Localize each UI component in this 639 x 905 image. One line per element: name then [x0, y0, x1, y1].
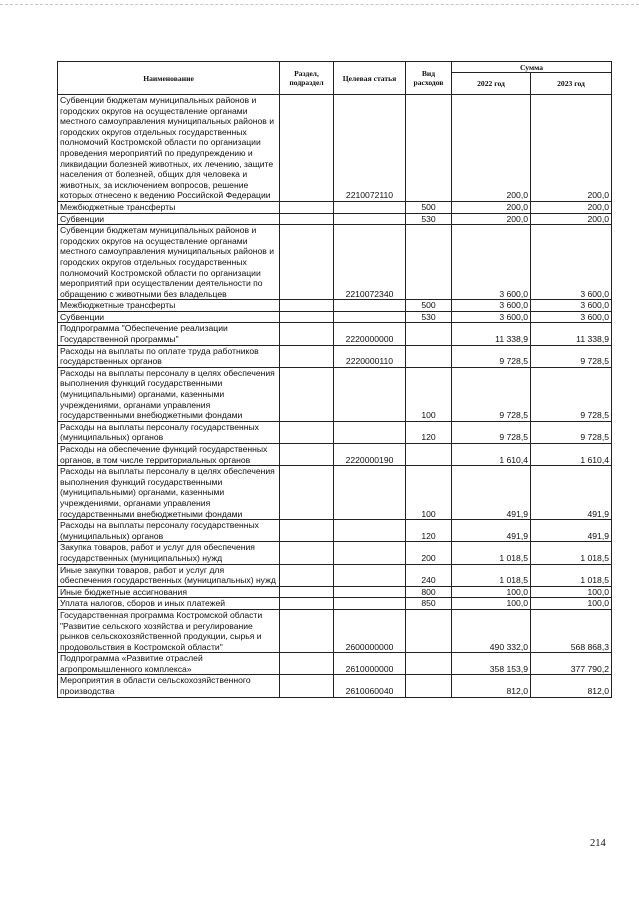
row-expense-type — [406, 653, 452, 675]
header-target: Целевая статья — [334, 62, 406, 95]
row-amount-2022: 100,0 — [452, 598, 531, 610]
row-target — [334, 311, 406, 323]
row-expense-type: 500 — [406, 201, 452, 213]
row-amount-2023: 812,0 — [531, 675, 612, 697]
row-target — [334, 598, 406, 610]
row-section — [280, 609, 334, 652]
row-amount-2023: 3 600,0 — [531, 225, 612, 300]
row-amount-2022: 3 600,0 — [452, 300, 531, 312]
table-row — [58, 520, 612, 542]
row-amount-2022: 9 728,5 — [452, 421, 531, 443]
row-section — [280, 300, 334, 312]
row-section — [280, 675, 334, 697]
row-target: 2220000000 — [334, 323, 406, 345]
row-target — [334, 586, 406, 598]
row-expense-type — [406, 345, 452, 367]
page-top-edge — [0, 4, 639, 5]
table-row — [58, 564, 612, 586]
row-amount-2023: 491,9 — [531, 520, 612, 542]
row-amount-2022: 200,0 — [452, 213, 531, 225]
row-section — [280, 225, 334, 300]
table-row — [58, 95, 612, 202]
table-row — [58, 598, 612, 610]
row-target — [334, 542, 406, 564]
row-amount-2022: 491,9 — [452, 466, 531, 520]
row-name: Расходы на выплаты персоналу государственных (муниципальных) органов — [58, 421, 280, 443]
row-section — [280, 323, 334, 345]
row-target — [334, 564, 406, 586]
row-section — [280, 201, 334, 213]
table-row — [58, 675, 612, 697]
row-target — [334, 213, 406, 225]
row-amount-2022: 490 332,0 — [452, 609, 531, 652]
row-amount-2022: 3 600,0 — [452, 225, 531, 300]
table-row — [58, 421, 612, 443]
table-row — [58, 345, 612, 367]
row-section — [280, 345, 334, 367]
row-expense-type: 200 — [406, 542, 452, 564]
row-amount-2022: 100,0 — [452, 586, 531, 598]
table-row — [58, 609, 612, 652]
row-name: Субвенции бюджетам муниципальных районов и городских округов на осуществление органами местного самоуправления муниципальных районов и городских округов отдельных государственных полномочий Костромской области по организации проведения мероприятий по предупреждению и ликвидации болезней животных, их лечению, защите населения от болезней, общих для человека и животных, за исключением вопросов, решение которых отнесено к ведению Российской Федерации — [58, 95, 280, 202]
row-section — [280, 213, 334, 225]
row-name: Межбюджетные трансферты — [58, 300, 280, 312]
row-target — [334, 201, 406, 213]
row-name: Государственная программа Костромской области "Развитие сельского хозяйства и регулирование рынков сельскохозяйственной продукции, сырья и продовольствия в Костромской области" — [58, 609, 280, 652]
row-section — [280, 520, 334, 542]
row-amount-2022: 358 153,9 — [452, 653, 531, 675]
row-expense-type: 100 — [406, 367, 452, 421]
row-expense-type — [406, 323, 452, 345]
row-section — [280, 421, 334, 443]
table-row — [58, 300, 612, 312]
row-name: Субвенции бюджетам муниципальных районов и городских округов на осуществление органами местного самоуправления муниципальных районов и городских округов отдельных государственных полномочий Костромской области по организации мероприятий при осуществлении деятельности по обращению с животными без владельцев — [58, 225, 280, 300]
row-section — [280, 95, 334, 202]
row-target — [334, 520, 406, 542]
row-section — [280, 598, 334, 610]
header-expense-type: Вид расходов — [406, 62, 452, 95]
table-row — [58, 542, 612, 564]
row-name: Расходы на выплаты персоналу государственных (муниципальных) органов — [58, 520, 280, 542]
table-row — [58, 311, 612, 323]
header-name: Наименование — [58, 62, 280, 95]
row-name: Мероприятия в области сельскохозяйственного производства — [58, 675, 280, 697]
budget-table — [57, 61, 612, 698]
row-expense-type — [406, 675, 452, 697]
row-section — [280, 311, 334, 323]
row-section — [280, 564, 334, 586]
row-amount-2022: 1 018,5 — [452, 542, 531, 564]
header-section: Раздел, подраздел — [280, 62, 334, 95]
table-row — [58, 444, 612, 466]
row-amount-2022: 812,0 — [452, 675, 531, 697]
row-expense-type — [406, 609, 452, 652]
row-amount-2023: 1 018,5 — [531, 542, 612, 564]
row-amount-2023: 9 728,5 — [531, 367, 612, 421]
row-amount-2023: 3 600,0 — [531, 311, 612, 323]
row-amount-2022: 11 338,9 — [452, 323, 531, 345]
row-amount-2023: 200,0 — [531, 95, 612, 202]
row-name: Межбюджетные трансферты — [58, 201, 280, 213]
row-amount-2022: 9 728,5 — [452, 367, 531, 421]
row-amount-2023: 200,0 — [531, 213, 612, 225]
table-header — [58, 62, 612, 95]
row-amount-2022: 200,0 — [452, 201, 531, 213]
row-name: Иные закупки товаров, работ и услуг для обеспечения государственных (муниципальных) нужд — [58, 564, 280, 586]
row-amount-2023: 3 600,0 — [531, 300, 612, 312]
header-year-2022: 2022 год — [452, 73, 531, 95]
row-name: Расходы на выплаты персоналу в целях обеспечения выполнения функций государственными (муниципальными) органами, казенными учреждениями, органами управления государственными внебюджетными фондами — [58, 466, 280, 520]
row-amount-2022: 1 610,4 — [452, 444, 531, 466]
row-amount-2023: 1 610,4 — [531, 444, 612, 466]
row-section — [280, 586, 334, 598]
row-name: Подпрограмма "Обеспечение реализации Государственной программы" — [58, 323, 280, 345]
row-target: 2220000110 — [334, 345, 406, 367]
row-expense-type: 120 — [406, 520, 452, 542]
table-row — [58, 653, 612, 675]
row-expense-type: 800 — [406, 586, 452, 598]
table-row — [58, 586, 612, 598]
row-expense-type: 240 — [406, 564, 452, 586]
row-name: Расходы на выплаты по оплате труда работников государственных органов — [58, 345, 280, 367]
row-section — [280, 653, 334, 675]
row-amount-2023: 568 868,3 — [531, 609, 612, 652]
row-target: 2210072110 — [334, 95, 406, 202]
row-expense-type: 530 — [406, 213, 452, 225]
row-name: Подпрограмма «Развитие отраслей агропромышленного комплекса» — [58, 653, 280, 675]
row-name: Субвенции — [58, 213, 280, 225]
row-target: 2210072340 — [334, 225, 406, 300]
row-section — [280, 444, 334, 466]
row-amount-2023: 377 790,2 — [531, 653, 612, 675]
row-target — [334, 466, 406, 520]
row-amount-2022: 200,0 — [452, 95, 531, 202]
row-amount-2022: 3 600,0 — [452, 311, 531, 323]
row-target: 2600000000 — [334, 609, 406, 652]
row-expense-type: 850 — [406, 598, 452, 610]
row-name: Субвенции — [58, 311, 280, 323]
row-expense-type: 100 — [406, 466, 452, 520]
row-section — [280, 542, 334, 564]
row-name: Закупка товаров, работ и услуг для обеспечения государственных (муниципальных) нужд — [58, 542, 280, 564]
table-row — [58, 466, 612, 520]
row-amount-2022: 491,9 — [452, 520, 531, 542]
row-name: Иные бюджетные ассигнования — [58, 586, 280, 598]
row-amount-2022: 9 728,5 — [452, 345, 531, 367]
table-row — [58, 225, 612, 300]
row-amount-2023: 100,0 — [531, 598, 612, 610]
row-name: Расходы на обеспечение функций государственных органов, в том числе территориальных органов — [58, 444, 280, 466]
row-amount-2022: 1 018,5 — [452, 564, 531, 586]
table-body — [58, 95, 612, 698]
row-target: 2610060040 — [334, 675, 406, 697]
row-expense-type: 530 — [406, 311, 452, 323]
row-section — [280, 367, 334, 421]
row-name: Уплата налогов, сборов и иных платежей — [58, 598, 280, 610]
row-expense-type — [406, 225, 452, 300]
row-expense-type: 500 — [406, 300, 452, 312]
row-expense-type — [406, 95, 452, 202]
table-row — [58, 201, 612, 213]
table-row — [58, 323, 612, 345]
row-expense-type — [406, 444, 452, 466]
header-year-2023: 2023 год — [531, 73, 612, 95]
row-amount-2023: 9 728,5 — [531, 345, 612, 367]
row-amount-2023: 200,0 — [531, 201, 612, 213]
row-expense-type: 120 — [406, 421, 452, 443]
row-target — [334, 367, 406, 421]
table-row — [58, 213, 612, 225]
header-sum: Сумма — [452, 62, 612, 73]
row-target: 2220000190 — [334, 444, 406, 466]
row-target — [334, 421, 406, 443]
row-target: 2610000000 — [334, 653, 406, 675]
page-number: 214 — [590, 838, 606, 849]
row-amount-2023: 491,9 — [531, 466, 612, 520]
row-amount-2023: 1 018,5 — [531, 564, 612, 586]
row-amount-2023: 11 338,9 — [531, 323, 612, 345]
row-section — [280, 466, 334, 520]
table-row — [58, 367, 612, 421]
row-amount-2023: 9 728,5 — [531, 421, 612, 443]
row-amount-2023: 100,0 — [531, 586, 612, 598]
row-name: Расходы на выплаты персоналу в целях обеспечения выполнения функций государственными (муниципальными) органами, казенными учреждениями, органами управления государственными внебюджетными фондами — [58, 367, 280, 421]
row-target — [334, 300, 406, 312]
